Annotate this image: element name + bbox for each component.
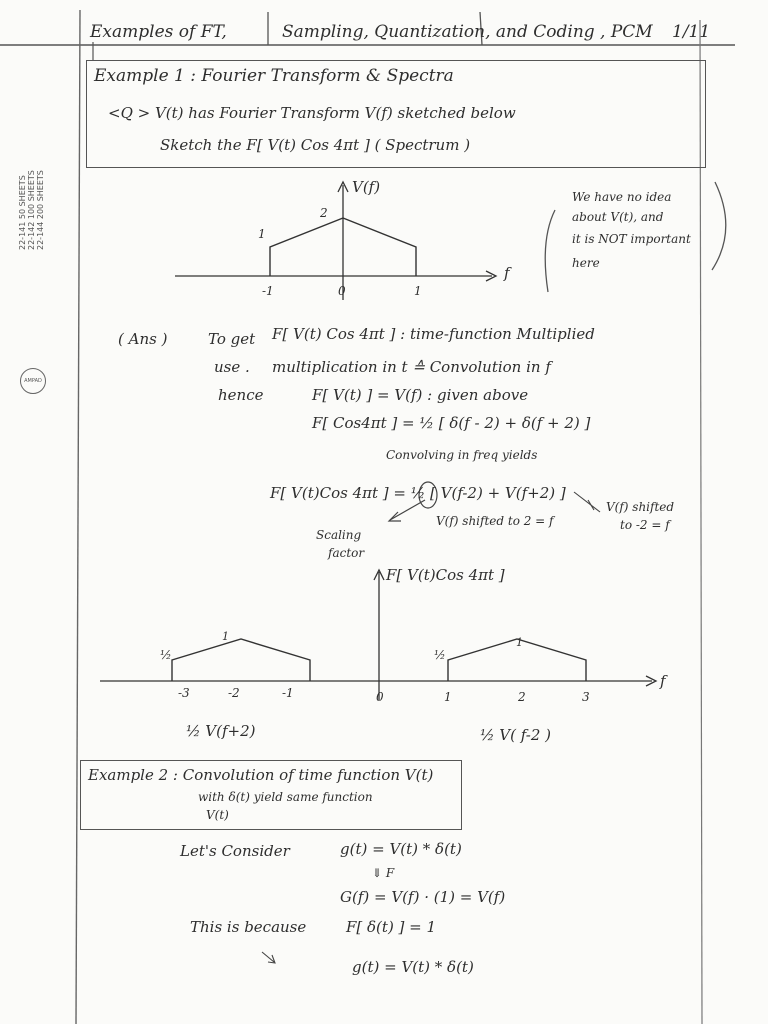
example2-eq1: g(t) = V(t) * δ(t) [340, 840, 462, 858]
graph1-xlabel: f [504, 264, 510, 282]
answer-mult: multiplication in t ≙ Convolution in f [272, 358, 551, 376]
shift-arrow-right [574, 492, 600, 512]
graph2-tick: -2 [228, 686, 240, 700]
header-topic1: Examples of FT, [90, 22, 227, 42]
graph1-tick: -1 [262, 284, 274, 298]
answer-line1: F[ V(t) ] = V(f) : given above [312, 386, 529, 404]
graph2-half-label: ½ [160, 648, 172, 662]
note-bracket-left [545, 210, 555, 292]
answer-line2: F[ Cos4πt ] = ½ [ δ(f - 2) + δ(f + 2) ] [312, 414, 591, 432]
shift-label: to -2 = f [620, 518, 670, 532]
answer-toget: To get [208, 330, 256, 348]
graph2-tick: 2 [518, 690, 526, 704]
page-number: 1/11 [672, 22, 711, 42]
ampad-logo: AMPAD [20, 368, 46, 394]
note-bracket-right [712, 182, 726, 270]
example2-ft-arrow: ⇓ F [372, 866, 395, 880]
graph2 [100, 570, 656, 700]
graph2-ylabel: F[ V(t)Cos 4πt ] [386, 566, 505, 584]
header-topic2: Sampling, Quantization, and Coding , PCM [282, 22, 653, 42]
example1-question: <Q > V(t) has Fourier Transform V(f) sketched below [108, 104, 516, 122]
example1-sketch: Sketch the F[ V(t) Cos 4πt ] ( Spectrum ) [160, 136, 471, 154]
graph1-tick: 0 [338, 284, 346, 298]
scaling-arrow [390, 500, 425, 520]
graph2-half-label: ½ [434, 648, 446, 662]
left-margin-line [76, 10, 80, 1024]
pad-stamp-line: 22-141 50 SHEETS [18, 175, 27, 250]
scaling-label: Scaling [316, 528, 362, 542]
pad-stamp-line: 22-142 100 SHEETS [27, 170, 36, 250]
example2-title: V(t) [206, 808, 229, 822]
answer-use: use . [214, 358, 250, 376]
shift-label: V(f) shifted [606, 500, 675, 514]
pad-stamp-line: 22-144 200 SHEETS [36, 170, 45, 250]
answer-label: ( Ans ) [118, 330, 168, 348]
note-line: here [572, 256, 600, 270]
example2-eq3: F[ δ(t) ] = 1 [346, 918, 437, 936]
because-arrow [262, 952, 275, 963]
graph1-level-label: 1 [258, 227, 266, 241]
example2-eq2: G(f) = V(f) · (1) = V(f) [340, 888, 506, 906]
graph2-peak-label: 1 [222, 630, 229, 643]
answer-hence: hence [218, 386, 264, 404]
answer-line3: F[ V(t)Cos 4πt ] = ½ [ V(f-2) + V(f+2) ] [270, 484, 566, 502]
answer-expr: F[ V(t) Cos 4πt ] : time-function Multiplied [272, 325, 595, 343]
graph2-tick: -3 [178, 686, 190, 700]
example1-title: Example 1 : Fourier Transform & Spectra [94, 66, 454, 86]
example2-title: with δ(t) yield same function [198, 790, 373, 804]
note-line: it is NOT important [572, 232, 691, 246]
scaling-label: factor [328, 546, 365, 560]
graph2-peak-label: 1 [516, 636, 523, 649]
note-line: We have no idea [572, 190, 672, 204]
graph1-tick: 1 [414, 284, 422, 298]
note-line: about V(t), and [572, 210, 664, 224]
graph2-tick: -1 [282, 686, 294, 700]
graph1 [175, 182, 496, 300]
example2-eq4: g(t) = V(t) * δ(t) [352, 958, 474, 976]
graph2-series-1 [172, 639, 310, 681]
graph2-right-label: ½ V( f-2 ) [480, 726, 552, 744]
graph2-tick: 1 [444, 690, 452, 704]
graph1-peak-label: 2 [320, 206, 328, 220]
right-margin-line [700, 20, 702, 1024]
graph2-left-label: ½ V(f+2) [186, 722, 256, 740]
example2-because: This is because [190, 918, 307, 936]
answer-convolving: Convolving in freq yields [386, 448, 538, 462]
graph2-tick: 3 [582, 690, 590, 704]
graph2-xlabel: f [660, 672, 666, 690]
example2-title: Example 2 : Convolution of time function V(t) [88, 766, 434, 784]
example2-consider: Let's Consider [180, 842, 290, 860]
graph1-ylabel: V(f) [352, 178, 381, 196]
graph2-tick: 0 [376, 690, 384, 704]
shift-label: V(f) shifted to 2 = f [436, 514, 554, 528]
